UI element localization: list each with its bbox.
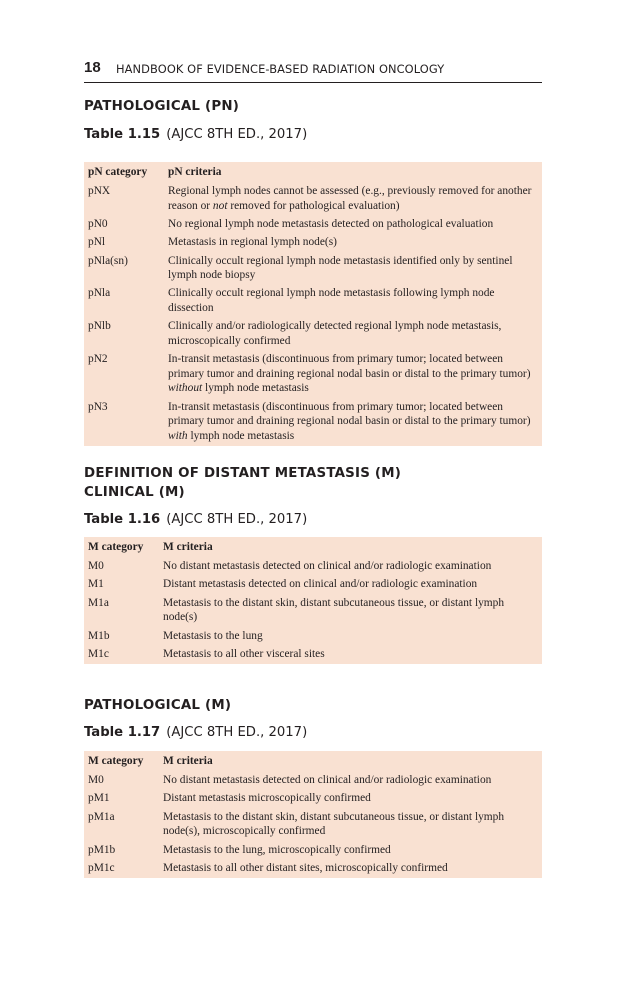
criteria-text: Regional lymph nodes cannot be assessed (e.g., previously removed for another reason or <box>168 185 532 212</box>
column-header-category: M category <box>88 541 144 553</box>
table-caption-text: (AJCC 8TH ED., 2017) <box>166 725 308 740</box>
table-header-row <box>84 162 542 183</box>
criteria-text: lymph node metastasis <box>187 429 295 442</box>
table-row <box>84 808 542 841</box>
criteria-cell <box>164 398 542 445</box>
criteria-cell: Metastasis to all other distant sites, microscopically confirmed <box>163 861 448 874</box>
criteria-cell: Metastasis to the lung, microscopically confirmed <box>163 843 391 856</box>
criteria-text: No regional lymph node metastasis detected on pathological evaluation <box>168 217 494 230</box>
table-row <box>84 215 542 233</box>
criteria-cell <box>164 351 542 398</box>
criteria-emphasis: not <box>212 199 228 212</box>
table-caption-text: (AJCC 8TH ED., 2017) <box>166 512 308 527</box>
table-row <box>84 594 542 627</box>
criteria-text: In-transit metastasis (discontinuous from primary tumor; located between primary tumor and draining regional nodal basin or distal to the primary tumor) <box>168 400 531 428</box>
category-cell: M1b <box>88 629 110 642</box>
table-number: Table 1.17 <box>84 725 161 740</box>
category-cell: pM1a <box>88 810 115 823</box>
criteria-text: removed for pathological evaluation) <box>227 199 400 212</box>
table-row <box>84 772 542 790</box>
page-number: 18 <box>84 59 101 76</box>
criteria-cell: No distant metastasis detected on clinical and/or radiologic examination <box>163 774 492 787</box>
category-cell: M1a <box>88 596 109 609</box>
column-header-criteria: M criteria <box>163 755 213 767</box>
category-cell: pNX <box>88 185 111 198</box>
category-cell: M1 <box>88 578 104 591</box>
table-row <box>84 398 542 445</box>
category-cell: pNl <box>88 236 106 249</box>
section-heading-clinical-m: CLINICAL (M) <box>84 485 185 500</box>
criteria-cell <box>164 318 542 351</box>
criteria-emphasis: without <box>168 382 203 395</box>
table-caption-1-16 <box>84 510 307 529</box>
category-cell: pN0 <box>88 217 108 230</box>
table-pathological-m-categories <box>84 751 542 878</box>
table-row <box>84 627 542 645</box>
running-head <box>84 58 542 83</box>
category-cell: pNlb <box>88 320 111 333</box>
table-row <box>84 841 542 859</box>
table-header-row <box>84 537 542 558</box>
category-cell: pNla(sn) <box>88 254 128 267</box>
table-caption-1-15 <box>84 125 307 144</box>
category-cell: pM1b <box>88 843 116 856</box>
criteria-cell <box>164 252 542 285</box>
category-cell: pN2 <box>88 353 108 366</box>
column-header-criteria: pN criteria <box>168 166 222 178</box>
criteria-cell <box>164 285 542 318</box>
criteria-cell: Metastasis to the distant skin, distant subcutaneous tissue, or distant lymph node(s), microscopically confirmed <box>163 810 505 838</box>
table-clinical-m-categories <box>84 537 542 664</box>
criteria-text: Clinically occult regional lymph node metastasis following lymph node dissection <box>168 287 495 314</box>
criteria-text: Clinically and/or radiologically detected regional lymph node metastasis, microscopically confirmed <box>168 320 502 347</box>
criteria-cell: Metastasis to the distant skin, distant subcutaneous tissue, or distant lymph node(s) <box>163 596 505 624</box>
criteria-text: Clinically occult regional lymph node metastasis identified only by sentinel lymph node biopsy <box>168 254 513 282</box>
criteria-cell: Metastasis to the lung <box>163 629 263 642</box>
book-title: HANDBOOK OF EVIDENCE-BASED RADIATION ONCOLOGY <box>116 62 445 76</box>
table-row <box>84 558 542 576</box>
column-header-category: M category <box>88 755 144 767</box>
criteria-cell <box>164 234 542 252</box>
section-heading-pathological-m: PATHOLOGICAL (M) <box>84 698 232 713</box>
table-row <box>84 318 542 351</box>
table-header-row <box>84 751 542 772</box>
criteria-cell: Distant metastasis microscopically confirmed <box>163 792 371 805</box>
table-row <box>84 183 542 216</box>
category-cell: M0 <box>88 560 104 573</box>
category-cell: pM1c <box>88 861 115 874</box>
category-cell: M1c <box>88 647 109 660</box>
criteria-cell: No distant metastasis detected on clinical and/or radiologic examination <box>163 560 492 573</box>
table-row <box>84 859 542 877</box>
category-cell: pN3 <box>88 400 108 413</box>
criteria-cell <box>164 183 542 216</box>
category-cell: M0 <box>88 774 104 787</box>
table-pn-categories <box>84 162 542 446</box>
column-header-category: pN category <box>88 166 148 178</box>
criteria-cell: Distant metastasis detected on clinical and/or radiologic examination <box>163 578 478 591</box>
table-row <box>84 252 542 285</box>
table-row <box>84 351 542 398</box>
criteria-cell: Metastasis to all other visceral sites <box>163 647 325 660</box>
criteria-text: Metastasis in regional lymph node(s) <box>168 236 337 249</box>
criteria-cell <box>164 215 542 233</box>
category-cell: pNla <box>88 287 111 300</box>
table-row <box>84 645 542 663</box>
table-caption-1-17 <box>84 723 307 742</box>
column-header-criteria: M criteria <box>163 541 213 553</box>
table-number: Table 1.16 <box>84 512 161 527</box>
table-row <box>84 285 542 318</box>
table-row <box>84 790 542 808</box>
section-heading-pathological-pn: PATHOLOGICAL (PN) <box>84 99 240 114</box>
criteria-text: lymph node metastasis <box>202 382 309 395</box>
table-row <box>84 234 542 252</box>
category-cell: pM1 <box>88 792 110 805</box>
section-heading-distant-metastasis: DEFINITION OF DISTANT METASTASIS (M) <box>84 466 402 481</box>
table-number: Table 1.15 <box>84 127 161 142</box>
table-row <box>84 576 542 594</box>
criteria-text: In-transit metastasis (discontinuous from primary tumor; located between primary tumor and draining regional nodal basin or distal to the primary tumor) <box>168 353 531 380</box>
criteria-emphasis: with <box>168 429 188 442</box>
table-caption-text: (AJCC 8TH ED., 2017) <box>166 127 308 142</box>
